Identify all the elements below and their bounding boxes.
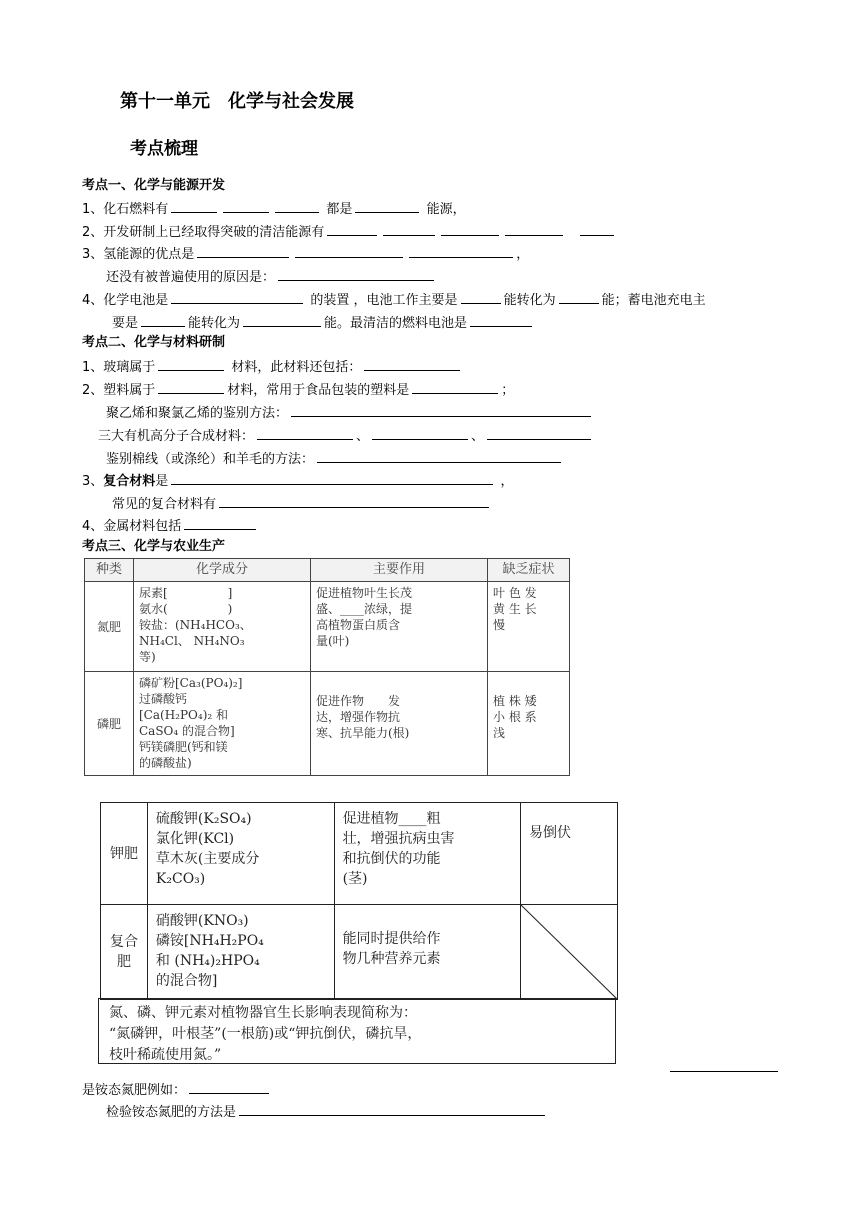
role-line: 高植物蛋白质含	[316, 618, 401, 632]
kind-phosphorus: 磷肥	[85, 672, 134, 776]
answer-blank[interactable]	[409, 243, 513, 258]
answer-blank[interactable]	[141, 312, 185, 327]
s3-l5-text: 是铵态氮肥例如：	[82, 1083, 187, 1098]
answer-blank[interactable]	[505, 221, 563, 236]
comp-potassium	[147, 803, 334, 905]
answer-blank[interactable]	[158, 356, 224, 371]
role-line: 物几种营养元素	[342, 951, 441, 967]
s2-line2b	[106, 402, 594, 424]
s1-line4	[82, 289, 706, 311]
comp-line: 尿素[ ]	[139, 586, 233, 600]
answer-blank[interactable]	[412, 379, 498, 394]
header-composition: 化学成分	[134, 559, 311, 582]
comp-line: 的磷酸盐)	[139, 756, 192, 770]
symptom-line: 易倒伏	[529, 825, 571, 841]
s2-l3-text-e: 常见的复合材料有	[112, 497, 217, 512]
page-title: 第十一单元 化学与社会发展	[120, 91, 354, 112]
header-kind: 种类	[85, 559, 134, 582]
symptom-potassium	[521, 803, 618, 905]
answer-blank[interactable]	[239, 1101, 545, 1116]
section2-heading: 考点二、化学与材料研制	[82, 335, 226, 350]
comp-line: 的混合物]	[155, 973, 218, 989]
s2-l2-text-d: 聚乙烯和聚氯乙烯的鉴别方法：	[106, 406, 289, 421]
role-line: 量(叶)	[316, 634, 350, 648]
s3-line5	[82, 1079, 272, 1101]
answer-blank[interactable]	[184, 515, 256, 530]
comp-line: 等)	[139, 650, 156, 664]
role-nitrogen	[311, 582, 488, 672]
answer-blank[interactable]	[461, 289, 501, 304]
answer-blank[interactable]	[243, 312, 321, 327]
comp-line: NH₄Cl、 NH₄NO₃	[139, 634, 245, 648]
kind-label: 钾肥	[109, 845, 138, 862]
s2-line3b	[112, 493, 492, 515]
symptom-nitrogen	[488, 582, 570, 672]
role-line: 和抗倒伏的功能	[342, 851, 441, 867]
role-line: (茎)	[342, 871, 368, 887]
s2-l2-text-c: ；	[501, 383, 515, 398]
s2-line2c	[98, 425, 594, 447]
symptom-compound-empty	[521, 905, 618, 1000]
note-line: 氮、磷、钾元素对植物器官生长影响表现简称为：	[109, 1005, 417, 1021]
section1-heading: 考点一、化学与能源开发	[82, 178, 226, 193]
s1-l4-text-b: 的装置 ，电池工作主要是	[310, 293, 458, 308]
symptom-line: 慢	[493, 618, 506, 632]
comp-line: [Ca(H₂PO₄)₂ 和	[139, 708, 229, 722]
answer-blank[interactable]	[171, 470, 493, 485]
symptom-line: 黄 生 长	[493, 602, 537, 616]
comp-line: 过磷酸钙	[139, 692, 188, 706]
comp-line: CaSO₄ 的混合物]	[139, 724, 235, 738]
comp-line: 钙镁磷肥(钙和镁	[139, 740, 228, 754]
comp-line: 磷铵[NH₄H₂PO₄	[155, 933, 264, 949]
kind-compound: 复合肥	[101, 905, 148, 1000]
s2-line4	[82, 515, 259, 537]
answer-blank[interactable]	[171, 289, 303, 304]
s1-l3-text-c: 还没有被普遍使用的原因是：	[106, 270, 276, 285]
comp-line: 硝酸钾(KNO₃)	[155, 913, 249, 929]
table-row-phosphorus	[85, 672, 570, 776]
answer-blank[interactable]	[278, 266, 434, 281]
answer-blank[interactable]	[355, 198, 419, 213]
fertilizer-table-kc	[100, 802, 618, 1000]
s1-l4-text-e: 要是	[112, 316, 139, 331]
table-row-compound	[101, 905, 618, 1000]
symptom-line: 叶 色 发	[493, 586, 537, 600]
comp-line: 硫酸钾(K₂SO₄)	[155, 811, 252, 827]
s1-line3b	[106, 266, 437, 288]
answer-blank[interactable]	[364, 356, 460, 371]
s2-l4-text: 4、金属材料包括	[82, 519, 182, 534]
answer-blank[interactable]	[257, 425, 353, 440]
s1-l4-text-d: 能；蓄电池充电主	[601, 293, 706, 308]
header-deficiency: 缺乏症状	[488, 559, 570, 582]
comp-phosphorus	[134, 672, 311, 776]
table-row-potassium	[101, 803, 618, 905]
s2-l2-text-a: 2、塑料属于	[82, 383, 156, 398]
answer-blank[interactable]	[219, 493, 489, 508]
answer-blank[interactable]	[189, 1079, 269, 1094]
sep: 、	[356, 429, 370, 444]
s1-l3-text-a: 3、氢能源的优点是	[82, 247, 195, 262]
s2-l2-text-b: 材料，常用于食品包装的塑料是	[227, 383, 410, 398]
role-potassium	[334, 803, 520, 905]
symptom-line: 植 株 矮	[493, 694, 537, 708]
comp-line: 和 (NH₄)₂HPO₄	[155, 953, 260, 969]
role-line: 促进植物叶生长茂	[316, 586, 413, 600]
answer-blank[interactable]	[487, 425, 591, 440]
comp-line: 铵盐：(NH₄HCO₃、	[139, 618, 252, 632]
role-line: 达，增强作物抗	[316, 710, 401, 724]
role-line: 盛、____浓绿，提	[316, 602, 413, 616]
kind-nitrogen: 氮肥	[85, 582, 134, 672]
note-line: 枝叶稀疏使用氮。”	[109, 1047, 222, 1063]
s1-line2	[82, 221, 617, 243]
s1-l4-text-a: 4、化学电池是	[82, 293, 169, 308]
role-line: 促进植物____粗	[342, 811, 441, 827]
answer-blank[interactable]	[317, 448, 561, 463]
answer-blank[interactable]	[291, 402, 591, 417]
role-line: 寒、抗旱能力(根)	[316, 726, 410, 740]
comp-line: 草木灰(主要成分	[155, 851, 260, 867]
s1-l4-text-c: 能转化为	[503, 293, 556, 308]
header-function: 主要作用	[311, 559, 488, 582]
kind-potassium	[101, 803, 148, 905]
answer-blank[interactable]	[327, 221, 377, 236]
comp-compound	[147, 905, 334, 1000]
s1-line1	[82, 198, 466, 220]
fertilizer-table-np	[84, 558, 570, 776]
symptom-line: 浅	[493, 726, 506, 740]
s2-line3	[82, 470, 513, 492]
role-line: 能同时提供给作	[342, 931, 441, 947]
comp-nitrogen	[134, 582, 311, 672]
role-line: 促进作物 发	[316, 694, 401, 708]
s2-l3-text-b: 复合材料	[103, 474, 156, 489]
answer-blank[interactable]	[223, 198, 269, 213]
section3-heading: 考点三、化学与农业生产	[82, 539, 226, 554]
comp-line: 磷矿粉[Ca₃(PO₄)₂]	[139, 676, 243, 690]
s2-l3-text-c: 是	[155, 474, 169, 489]
note-line: “氮磷钾，叶根茎”(一根筋)或“钾抗倒伏，磷抗旱，	[109, 1026, 422, 1042]
comp-line: 氨水( )	[139, 602, 233, 616]
answer-blank[interactable]	[275, 198, 319, 213]
s3-line6	[106, 1101, 548, 1123]
role-line: 壮，增强抗病虫害	[342, 831, 455, 847]
s1-l2-text: 2、开发研制上已经取得突破的清洁能源有	[82, 225, 325, 240]
answer-blank[interactable]	[670, 1071, 778, 1072]
s2-line2	[82, 379, 514, 401]
answer-blank[interactable]	[580, 221, 614, 236]
s2-l3-text-a: 3、	[82, 474, 104, 489]
page-subtitle: 考点梳理	[130, 139, 198, 159]
s2-l2-text-f: 鉴别棉线（或涤纶）和羊毛的方法：	[106, 452, 315, 467]
answer-blank[interactable]	[470, 312, 532, 327]
s1-l4-text-f: 能转化为	[188, 316, 241, 331]
s2-l1-text-a: 1、玻璃属于	[82, 360, 156, 375]
s1-line3	[82, 243, 529, 265]
answer-blank[interactable]	[441, 221, 499, 236]
comp-line: 氯化钾(KCl)	[155, 831, 235, 847]
diagonal-slash	[521, 905, 617, 999]
s1-l1-text-c: 能源，	[426, 202, 466, 217]
answer-blank[interactable]	[295, 243, 403, 258]
answer-blank[interactable]	[171, 198, 217, 213]
symptom-line: 小 根 系	[493, 710, 537, 724]
s2-line2d	[106, 448, 564, 470]
s2-line1	[82, 356, 463, 378]
comp-line: K₂CO₃)	[155, 871, 206, 887]
answer-blank[interactable]	[383, 221, 435, 236]
s1-line4b	[112, 312, 535, 334]
s2-l1-text-b: 材料，此材料还包括：	[231, 360, 362, 375]
role-phosphorus	[311, 672, 488, 776]
s1-l4-text-g: 能。最清洁的燃料电池是	[324, 316, 468, 331]
answer-blank[interactable]	[559, 289, 599, 304]
s2-l3-text-d: ，	[500, 474, 514, 489]
s1-l1-text-b: 都是	[326, 202, 353, 217]
s3-l6-text: 检验铵态氮肥的方法是	[106, 1105, 237, 1120]
sep: 、	[471, 429, 485, 444]
s1-l3-text-b: ，	[516, 247, 530, 262]
answer-blank[interactable]	[197, 243, 289, 258]
s2-l2-text-e: 三大有机高分子合成材料：	[98, 429, 255, 444]
table-row-nitrogen	[85, 582, 570, 672]
symptom-phosphorus	[488, 672, 570, 776]
table-header-row	[85, 559, 570, 582]
s1-l1-text-a: 1、化石燃料有	[82, 202, 169, 217]
role-compound	[334, 905, 520, 1000]
nutrient-mnemonic-box	[98, 998, 616, 1064]
answer-blank[interactable]	[372, 425, 468, 440]
answer-blank[interactable]	[158, 379, 224, 394]
